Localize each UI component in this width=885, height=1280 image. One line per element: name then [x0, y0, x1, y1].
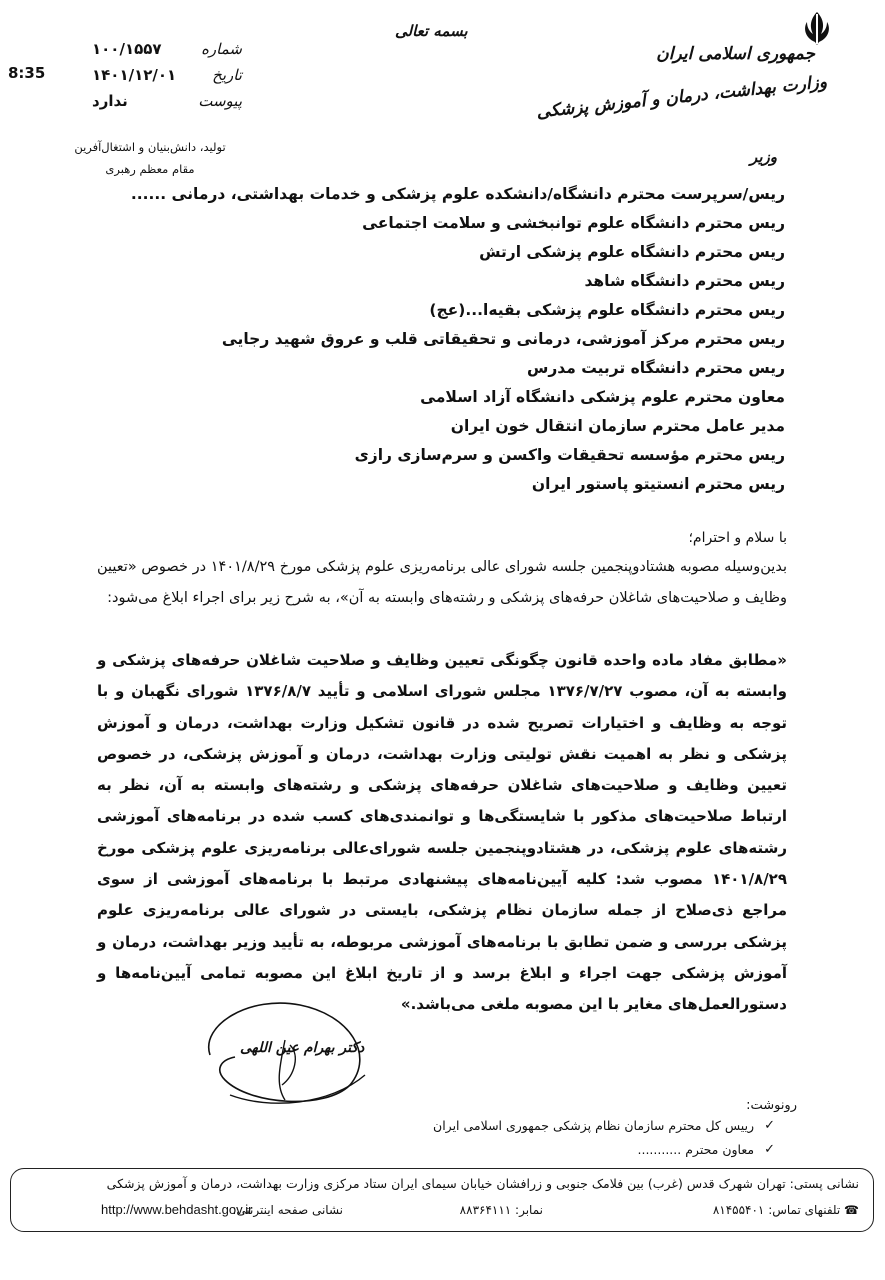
addressee-list [85, 180, 785, 499]
slogan-attribution: مقام معظم رهبری [105, 162, 195, 176]
signer-name: دکتر بهرام عین اللهی [240, 1040, 365, 1056]
greeting: با سلام و احترام؛ [688, 530, 787, 546]
checkmark-icon: ✓ [764, 1118, 775, 1133]
addressee-item: ریس محترم دانشگاه تربیت مدرس [526, 359, 785, 377]
phone-text: تلفنهای تماس: ۸۱۴۵۵۴۰۱ [712, 1203, 841, 1217]
footer-box [10, 1168, 874, 1232]
copy-item [638, 1142, 775, 1157]
iran-emblem-icon [797, 8, 837, 48]
addressee-item: ریس محترم انستیتو پاستور ایران [531, 475, 785, 493]
addressee-item: ریس محترم مؤسسه تحقیقات واکسن و سرم‌سازی رازی [354, 446, 785, 464]
addressee-item: ریس محترم دانشگاه شاهد [584, 272, 785, 290]
addressee-item: مدیر عامل محترم سازمان انتقال خون ایران [450, 417, 785, 435]
phone-icon: ☎ [844, 1203, 859, 1217]
intro-paragraph: بدین‌وسیله مصوبه هشتادوپنجمین جلسه شورای عالی برنامه‌ریزی علوم پزشکی مورخ ۱۴۰۱/۸/۲۹ در خصوص «تعیین وظایف و صلاحیت‌های شاغلان حرفه‌های پزشکی و رشته‌های وابسته به آن»، به شرح زیر برای اجراء ابلاغ می‌شود: [97, 559, 787, 606]
letter-number: ۱۰۰/۱۵۵۷ [92, 40, 162, 58]
phone-number [713, 1203, 859, 1217]
number-label: شماره [201, 40, 242, 58]
basmala: بسمه تعالی [395, 22, 468, 40]
slogan [70, 136, 230, 180]
website-link[interactable]: http://www.behdasht.gov.ir [101, 1202, 253, 1217]
letter-date-row [92, 66, 242, 84]
addressee-item: ریس محترم دانشگاه علوم پزشکی بقیه‌ا...(عج) [429, 301, 785, 319]
fax-number: نمابر: ۸۸۳۶۴۱۱۱ [459, 1203, 543, 1217]
slogan-text: تولید، دانش‌بنیان و اشتغال‌آفرین [74, 140, 226, 154]
ministry-logo-line1: جمهوری اسلامی ایران [656, 44, 815, 64]
time-stamp: 8:35 [8, 64, 46, 82]
website-label: نشانی صفحه اینترنتی: [232, 1203, 343, 1217]
checkmark-icon: ✓ [764, 1142, 775, 1157]
addressee-item: ریس محترم مرکز آموزشی، درمانی و تحقیقاتی قلب و عروق شهید رجایی [221, 330, 785, 348]
date-label: تاریخ [212, 66, 242, 84]
sender-title: وزیر [750, 148, 777, 166]
copies-label: رونوشت: [746, 1098, 797, 1113]
attachment-label: پیوست [198, 92, 242, 110]
resolution-paragraph: «مطابق مفاد ماده واحده قانون چگونگی تعیین وظایف و صلاحیت شاغلان حرفه‌های پزشکی و وابسته به آن، مصوب ۱۳۷۶/۷/۲۷ مجلس شورای اسلامی و تأیید ۱۳۷۶/۸/۷ شورای نگهبان و با توجه به وظایف و اختیارات تصریح شده در قانون تشکیل وزارت بهداشت، درمان و آموزش پزشکی و نظر به اهمیت نقش تولیتی وزارت بهداشت، درمان و آموزش پزشکی، در خصوص تعیین وظایف و صلاحیت‌های شاغلان حرفه‌های پزشکی و رشته‌های وابسته به آن، نظر به ارتباط صلاحیت‌های مذکور با شایستگی‌ها و توانمندی‌های کسب شده در برنامه‌های آموزشی رشته‌های علوم پزشکی، در هشتادوپنجمین جلسه شورای‌عالی برنامه‌ریزی علوم پزشکی مورخ ۱۴۰۱/۸/۲۹ مصوب شد: کلیه آیین‌نامه‌های پیشنهادی مرتبط با برنامه‌های آموزشی از سوی مراجع ذی‌صلاح از جمله سازمان نظام پزشکی، بایستی در شورای عالی برنامه‌ریزی علوم پزشکی بررسی و ضمن تطابق با برنامه‌های آموزشی مربوطه، به تأیید وزیر بهداشت، درمان و آموزش پزشکی جهت اجراء و ابلاغ برسد و از تاریخ ابلاغ این مصوبه تمامی آیین‌نامه‌ها و دستورالعمل‌های مغایر با این مصوبه ملغی می‌باشد.» [97, 651, 787, 1014]
attachment-value: ندارد [92, 92, 128, 110]
addressee-item: معاون محترم علوم پزشکی دانشگاه آزاد اسلامی [420, 388, 785, 406]
addressee-item: ریس/سرپرست محترم دانشگاه/دانشکده علوم پزشکی و خدمات بهداشتی، درمانی ...... [130, 185, 785, 203]
ministry-logo-line2: وزارت بهداشت، درمان و آموزش پزشکی [535, 72, 829, 123]
postal-address: نشانی پستی: تهران شهرک قدس (غرب) بین فلامک جنوبی و زرافشان خیابان سیمای ایران ستاد مرکزی وزارت بهداشت، درمان و آموزش پزشکی [106, 1176, 859, 1191]
attachment-row [92, 92, 242, 110]
letter-number-row [92, 40, 242, 58]
letter-date: ۱۴۰۱/۱۲/۰۱ [92, 66, 177, 84]
copy-item [433, 1118, 775, 1133]
addressee-item: ریس محترم دانشگاه علوم پزشکی ارتش [479, 243, 785, 261]
addressee-item: ریس محترم دانشگاه علوم توانبخشی و سلامت اجتماعی [362, 214, 785, 232]
copy-recipient: معاون محترم ........... [637, 1142, 755, 1157]
copy-recipient: رییس کل محترم سازمان نظام پزشکی جمهوری اسلامی ایران [433, 1118, 755, 1133]
